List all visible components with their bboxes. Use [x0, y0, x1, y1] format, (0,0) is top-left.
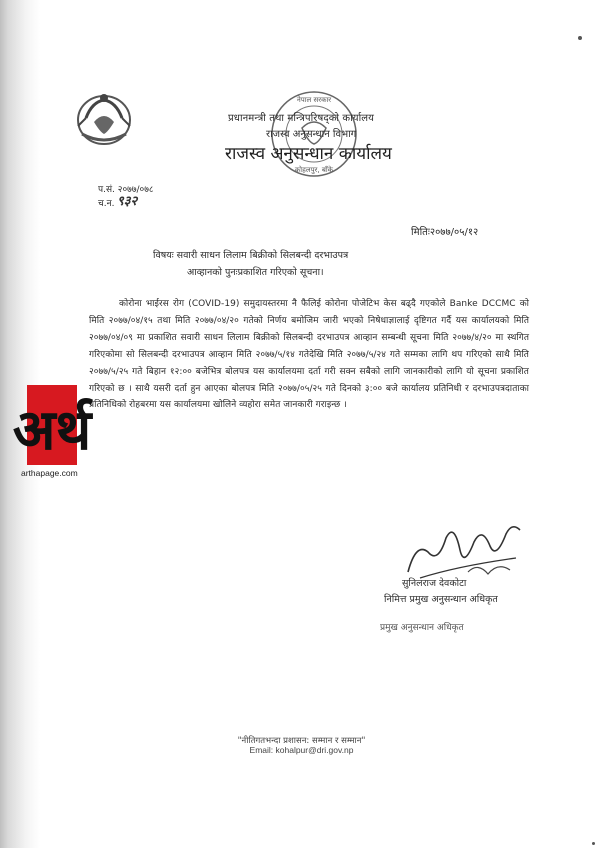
- reference-number: प.सं. २०७७/०७८: [98, 185, 154, 195]
- svg-text:अर्थ: अर्थ: [12, 398, 92, 463]
- svg-text:नेपाल सरकार: नेपाल सरकार: [296, 96, 332, 104]
- dispatch-label: च.न.: [98, 199, 115, 209]
- notice-body-text: कोरोना भाईरस रोग (COVID-19) समुदायस्तरमा नै फैलिई कोरोना पोजेटिभ केस बढ्दै गएकोले Banke DCCMC को मिति २०७७/०४/१५ तथा मिति २०७७/०४/२० गतेको निर्णय बमोजिम जारी भएको निषेधाज्ञालाई दृष्टिगत गर्दै यस कार्यालयको मिति २०७७/०४/०९ मा प्रकाशित सवारी साधन लिलाम बिक्रीको सिलबन्दी दरभाउपत्र आव्हान सम्बन्धी सूचना मिति २०७७/४/२० मा स्थगित गरिएकोमा सो सिलबन्दी दरभाउपत्र आव्हान मिति २०७७/५/१४ गतेदेखि मिति २०७७/५/२४ गते सम्मका लागि थप गरिएको साथै मिति २०७७/५/२५ गते बिहान १२:०० बजेभित्र बोलपत्र यस कार्यालयमा दर्ता गरी सक्न सबैको लागि जानकारीको लागि यो सूचना प्रकाशित गरिएको छ । साथै यसरी दर्ता हुन आएका बोलपत्र मिति २०७७/०५/२५ गते दिनको ३:०० बजे कार्यालय प्रतिनिधी र दरभाउपत्रदाताका प्रतिनिधिको रोहबरमा यस कार्यालयमा खोलिने व्यहोरा समेत जानकारी गराइन्छ ।: [89, 299, 529, 411]
- letter-date: मितिः२०७७/०५/१२: [411, 227, 479, 238]
- nepal-emblem-icon: [72, 88, 136, 148]
- office-title: राजस्व अनुसन्धान कार्यालय: [225, 144, 392, 164]
- footer-email: Email: kohalpur@dri.gov.np: [249, 745, 354, 755]
- watermark-url: arthapage.com: [21, 468, 78, 478]
- header-ministry: प्रधानमन्त्री तथा मन्त्रिपरिषद्को कार्यालय: [228, 113, 375, 124]
- scan-speck: [592, 842, 595, 845]
- signatory-title-stamp: प्रमुख अनुसन्धान अधिकृत: [380, 623, 464, 633]
- dispatch-number: ९३२: [117, 194, 138, 209]
- header-department: राजस्व अनुसन्धान विभाग: [266, 129, 357, 140]
- svg-text:कोहलपुर, बाँके: कोहलपुर, बाँके: [294, 166, 334, 174]
- subject-line-1: विषयः सवारी साधन लिलाम बिक्रीको सिलबन्दी दरभाउपत्र: [153, 250, 349, 261]
- arthapage-logo: [12, 385, 109, 473]
- footer-motto: "नीतिगतभन्दा प्रशासन: सम्मान र सम्मान": [237, 736, 366, 746]
- subject-line-2: आव्हानको पुनःप्रकाशित गरिएको सूचना।: [187, 267, 324, 278]
- signatory-title: निमित्त प्रमुख अनुसन्धान अधिकृत: [384, 594, 498, 605]
- subject-block: [153, 247, 453, 281]
- signatory-name: सुनिलराज देवकोटा: [402, 578, 467, 589]
- scan-speck: [578, 36, 582, 40]
- notice-body: [89, 296, 529, 414]
